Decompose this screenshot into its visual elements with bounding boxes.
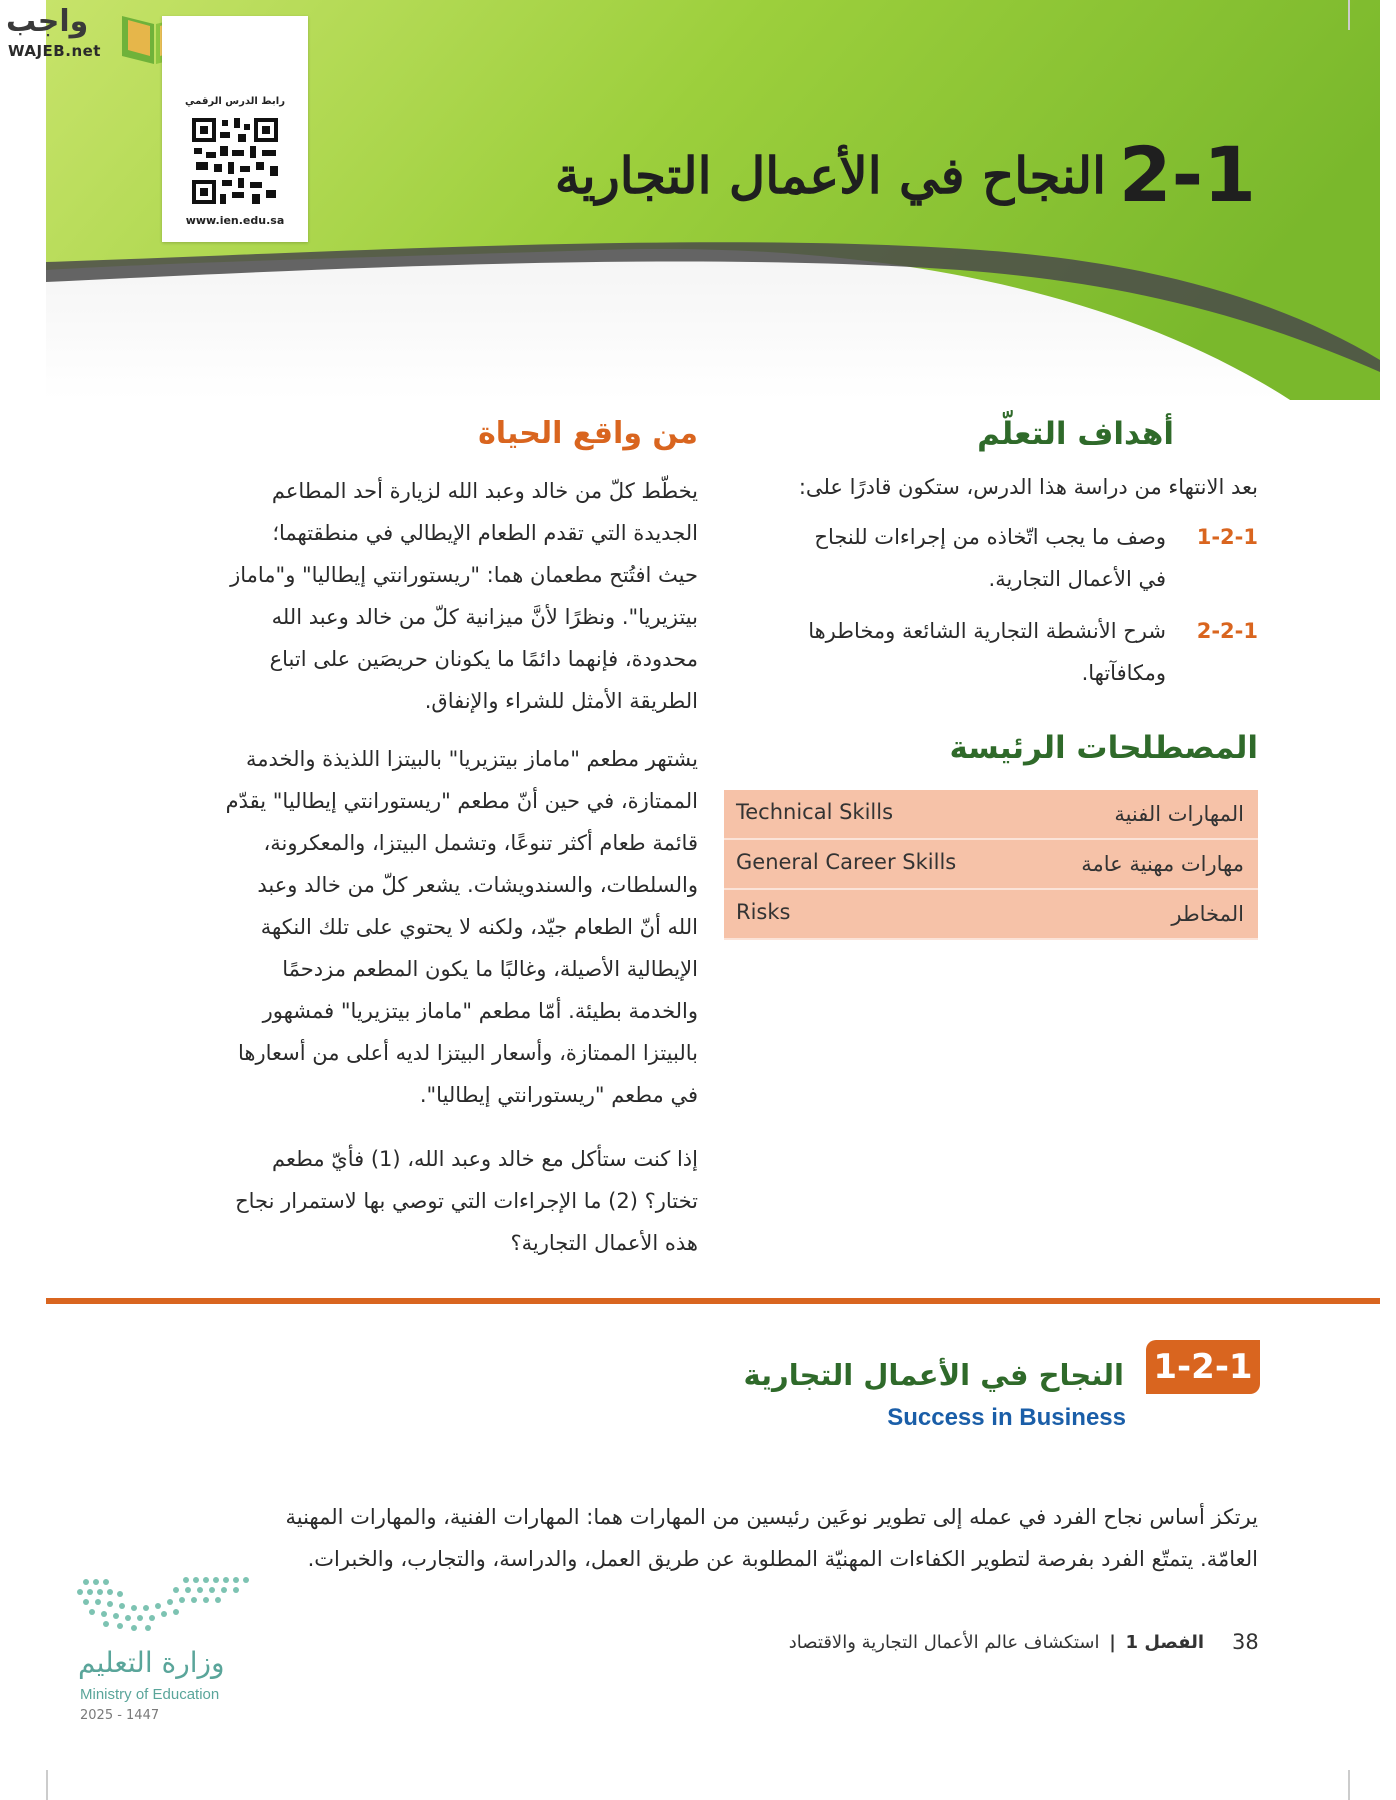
term-arabic: المخاطر xyxy=(1171,902,1244,926)
term-english: Technical Skills xyxy=(736,800,894,824)
logo-arabic: واجب xyxy=(6,4,89,39)
text-line: الإيطالية الأصيلة، وغالبًا ما يكون المطعم مزدحمًا xyxy=(282,957,698,981)
text-line: والسلطات، والسندويشات. يشعر كلّ من خالد وعبد xyxy=(257,873,698,897)
ministry-dots-icon xyxy=(76,1572,256,1632)
term-row xyxy=(724,840,1258,890)
text-line: الجديدة التي تقدم الطعام الإيطالي في منطقتهما؛ xyxy=(272,521,698,545)
text-line: محدودة، فإنهما دائمًا ما يكونان حريصَين على اتباع xyxy=(269,647,698,671)
term-row xyxy=(724,890,1258,940)
ministry-logo xyxy=(76,1572,276,1732)
term-english: Risks xyxy=(736,900,791,924)
real-life-paragraph-1 xyxy=(168,470,698,722)
text-line: إذا كنت ستأكل مع خالد وعبد الله، (1) فأيّ مطعم xyxy=(272,1147,698,1171)
qr-code-icon[interactable] xyxy=(190,116,280,206)
crop-mark xyxy=(1348,1770,1350,1800)
objectives-heading: أهداف التعلّم xyxy=(977,416,1174,452)
text-line: هذه الأعمال التجارية؟ xyxy=(510,1231,698,1255)
term-english: General Career Skills xyxy=(736,850,957,874)
objectives-intro: بعد الانتهاء من دراسة هذا الدرس، ستكون قادرًا على: xyxy=(798,475,1258,499)
objective-line: ومكافآتها. xyxy=(1081,661,1166,685)
qr-card[interactable] xyxy=(162,16,308,242)
term-row xyxy=(724,790,1258,840)
text-line: بيتزيريا". ونظرًا لأنَّ ميزانية كلّ من خالد وعبد الله xyxy=(271,605,698,629)
text-line: العامّة. يتمتّع الفرد بفرصة لتطوير الكفاءات المهنيّة المطلوبة عن طريق العمل، والدراسة، والتجارب، والخبرات. xyxy=(307,1547,1258,1571)
text-line: الطريقة الأمثل للشراء والإنفاق. xyxy=(424,689,698,713)
text-line: والخدمة بطيئة. أمّا مطعم "ماماز بيتزيريا" فمشهور xyxy=(262,999,698,1023)
logo-latin: WAJEB.net xyxy=(8,42,101,60)
lesson-number: 2-1 xyxy=(1118,130,1256,219)
footer-separator: | xyxy=(1109,1632,1116,1653)
section-paragraph xyxy=(168,1496,1258,1580)
text-line: حيث افتُتح مطعمان هما: "ريستورانتي إيطاليا" و"ماماز xyxy=(230,563,698,587)
qr-url[interactable]: www.ien.edu.sa xyxy=(185,214,285,227)
term-arabic: المهارات الفنية xyxy=(1114,802,1244,826)
section-divider xyxy=(46,1298,1380,1304)
term-arabic: مهارات مهنية عامة xyxy=(1081,852,1244,876)
text-line: بالبيتزا الممتازة، وأسعار البيتزا لديه أعلى من أسعارها xyxy=(237,1041,698,1065)
footer-chapter xyxy=(789,1632,1204,1653)
objective-item xyxy=(698,610,1258,694)
text-line: يخطّط كلّ من خالد وعبد الله لزيارة أحد المطاعم xyxy=(271,479,698,503)
text-line: قائمة طعام أكثر تنوعًا، وتشمل البيتزا، والمعكرونة، xyxy=(263,831,698,855)
ministry-english: Ministry of Education xyxy=(80,1686,220,1703)
text-line: الممتازة، في حين أنّ مطعم "ريستورانتي إيطاليا" يقدّم xyxy=(225,789,698,813)
chapter-title: استكشاف عالم الأعمال التجارية والاقتصاد xyxy=(788,1632,1100,1653)
lesson-title: النجاح في الأعمال التجارية xyxy=(554,146,1106,205)
terms-table xyxy=(724,790,1258,940)
page-number: 38 xyxy=(1232,1630,1259,1654)
qr-label: رابط الدرس الرقمي xyxy=(185,96,285,107)
real-life-paragraph-2 xyxy=(168,738,698,1116)
text-line: يشتهر مطعم "ماماز بيتزيريا" بالبيتزا اللذيذة والخدمة xyxy=(246,747,698,771)
text-line: في مطعم "ريستورانتي إيطاليا". xyxy=(419,1083,698,1107)
real-life-heading: من واقع الحياة xyxy=(478,416,698,451)
text-line: تختار؟ (2) ما الإجراءات التي توصي بها لاستمرار نجاح xyxy=(235,1189,698,1213)
section-title-english: Success in Business xyxy=(887,1404,1126,1431)
chapter-label: الفصل 1 xyxy=(1125,1632,1204,1653)
ministry-year: 2025 - 1447 xyxy=(80,1708,160,1723)
objective-number: 1-2-1 xyxy=(1196,525,1258,549)
crop-mark xyxy=(1348,0,1350,30)
objective-item xyxy=(698,516,1258,600)
ministry-arabic: وزارة التعليم xyxy=(78,1646,225,1679)
objective-line: وصف ما يجب اتّخاذه من إجراءات للنجاح xyxy=(814,525,1166,549)
objective-line: شرح الأنشطة التجارية الشائعة ومخاطرها xyxy=(808,619,1166,643)
objective-line: في الأعمال التجارية. xyxy=(988,567,1166,591)
text-line: الله أنّ الطعام جيّد، ولكنه لا يحتوي على تلك النكهة xyxy=(260,915,698,939)
crop-mark xyxy=(46,1770,48,1800)
text-line: يرتكز أساس نجاح الفرد في عمله إلى تطوير نوعَين رئيسين من المهارات هما: المهارات الفنية، والمهارات المهنية xyxy=(285,1505,1258,1529)
objective-number: 2-2-1 xyxy=(1196,619,1258,643)
section-title-arabic: النجاح في الأعمال التجارية xyxy=(743,1358,1124,1392)
section-number-badge: 1-2-1 xyxy=(1146,1340,1260,1394)
terms-heading: المصطلحات الرئيسة xyxy=(949,730,1258,766)
real-life-paragraph-3 xyxy=(168,1138,698,1264)
